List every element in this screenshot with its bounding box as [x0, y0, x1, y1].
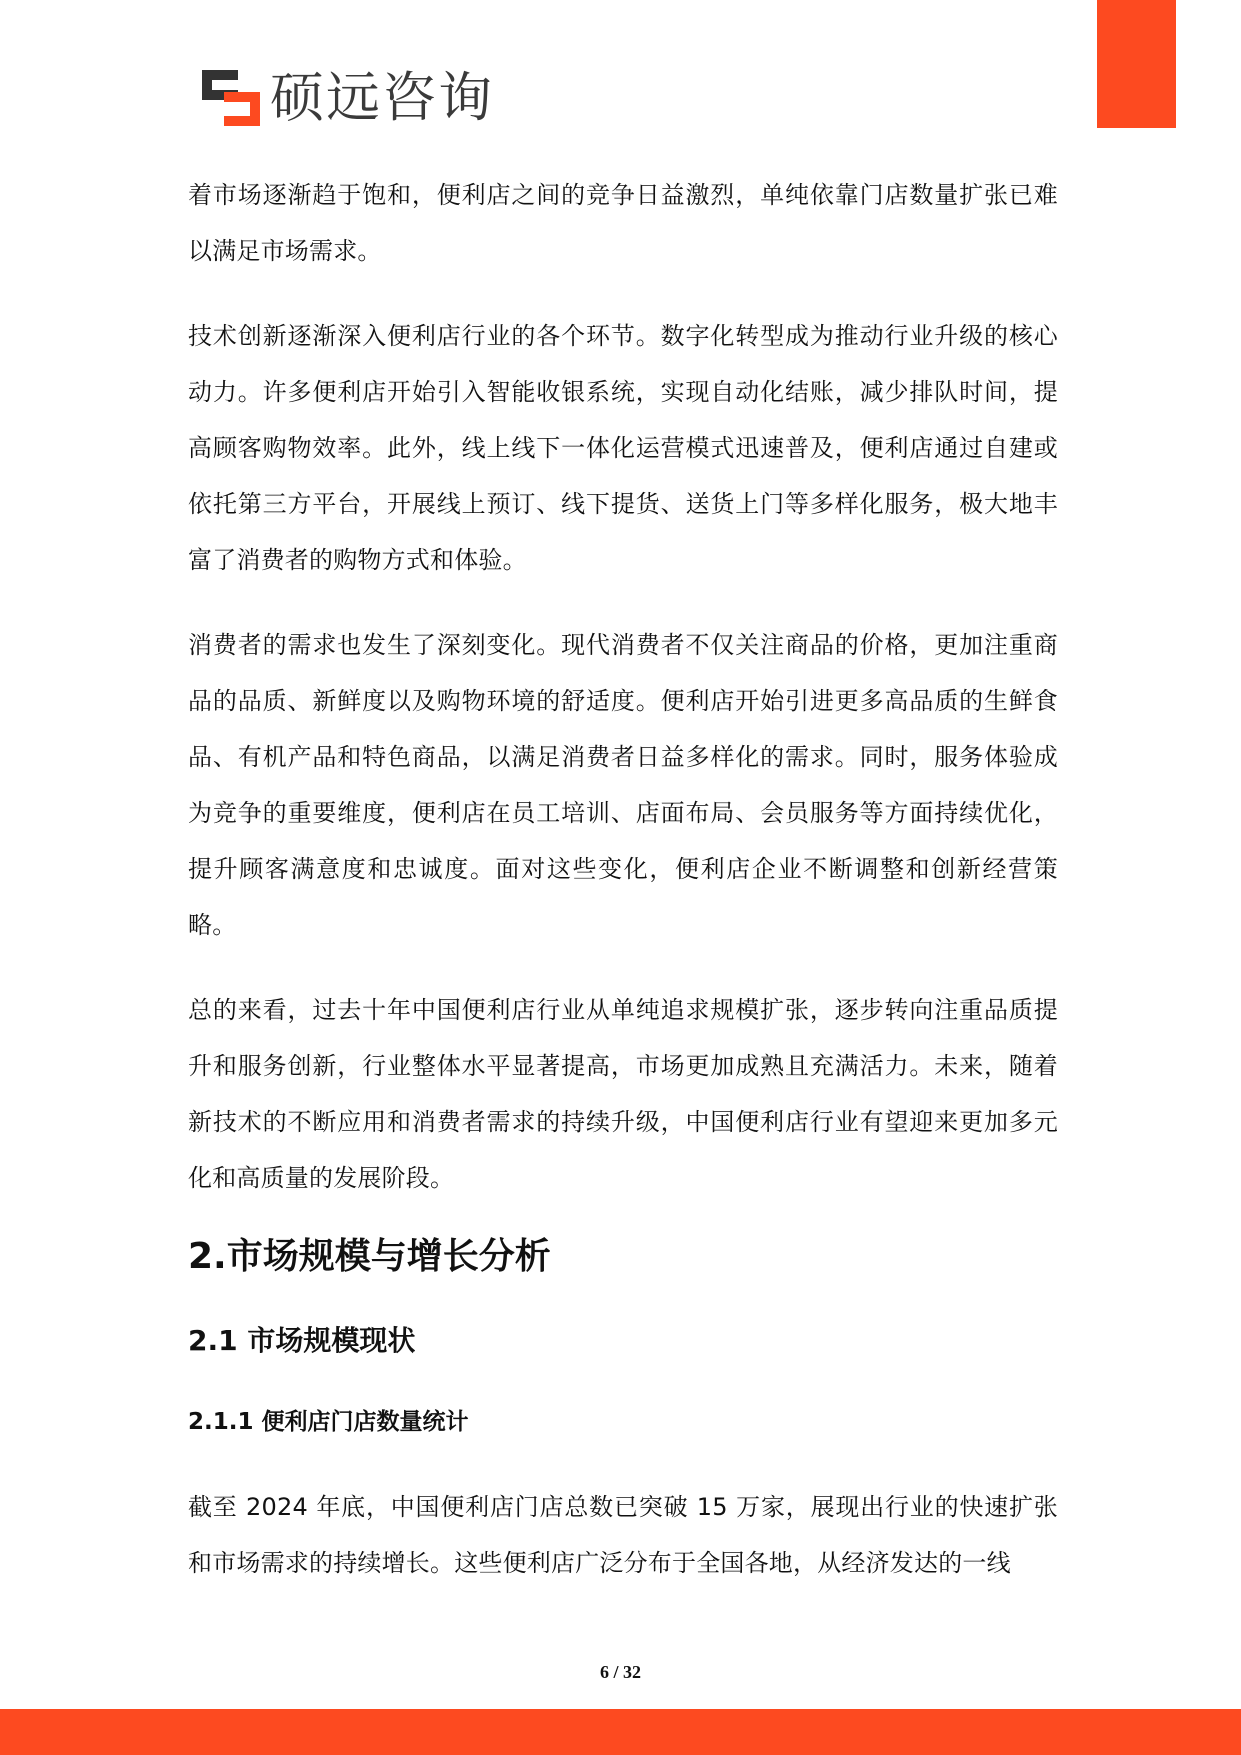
- paragraph: 技术创新逐渐深入便利店行业的各个环节。数字化转型成为推动行业升级的核心动力。许多便利店开始引入智能收银系统，实现自动化结账，减少排队时间，提高顾客购物效率。此外，线上线下一体化运营模式迅速普及，便利店通过自建或依托第三方平台，开展线上预订、线下提货、送货上门等多样化服务，极大地丰富了消费者的购物方式和体验。: [188, 322, 1058, 574]
- page-indicator: 6 / 32: [599, 1662, 641, 1682]
- paragraph: 消费者的需求也发生了深刻变化。现代消费者不仅关注商品的价格，更加注重商品的品质、新鲜度以及购物环境的舒适度。便利店开始引进更多高品质的生鲜食品、有机产品和特色商品，以满足消费者日益多样化的需求。同时，服务体验成为竞争的重要维度，便利店在员工培训、店面布局、会员服务等方面持续优化，提升顾客满意度和忠诚度。面对这些变化，便利店企业不断调整和创新经营策略。: [188, 631, 1058, 939]
- corner-accent-block: [1097, 0, 1176, 128]
- paragraph: 截至 2024 年底，中国便利店门店总数已突破 15 万家，展现出行业的快速扩张和市场需求的持续增长。这些便利店广泛分布于全国各地，从经济发达的一线: [188, 1493, 1058, 1577]
- paragraph: 着市场逐渐趋于饱和，便利店之间的竞争日益激烈，单纯依靠门店数量扩张已难以满足市场需求。: [188, 181, 1058, 265]
- paragraph: 总的来看，过去十年中国便利店行业从单纯追求规模扩张，逐步转向注重品质提升和服务创新，行业整体水平显著提高，市场更加成熟且充满活力。未来，随着新技术的不断应用和消费者需求的持续升级，中国便利店行业有望迎来更加多元化和高质量的发展阶段。: [188, 996, 1058, 1192]
- document-body: [188, 167, 1058, 1620]
- footer-accent-bar: [0, 1709, 1241, 1755]
- brand-s-mark-icon: [202, 70, 260, 126]
- section-heading: 2.市场规模与增长分析: [188, 1236, 551, 1277]
- subsubsection-heading: 2.1.1 便利店门店数量统计: [188, 1409, 469, 1435]
- brand-logo: [202, 66, 494, 129]
- brand-name: 硕远咨询: [270, 66, 494, 129]
- subsection-heading: 2.1 市场规模现状: [188, 1324, 416, 1357]
